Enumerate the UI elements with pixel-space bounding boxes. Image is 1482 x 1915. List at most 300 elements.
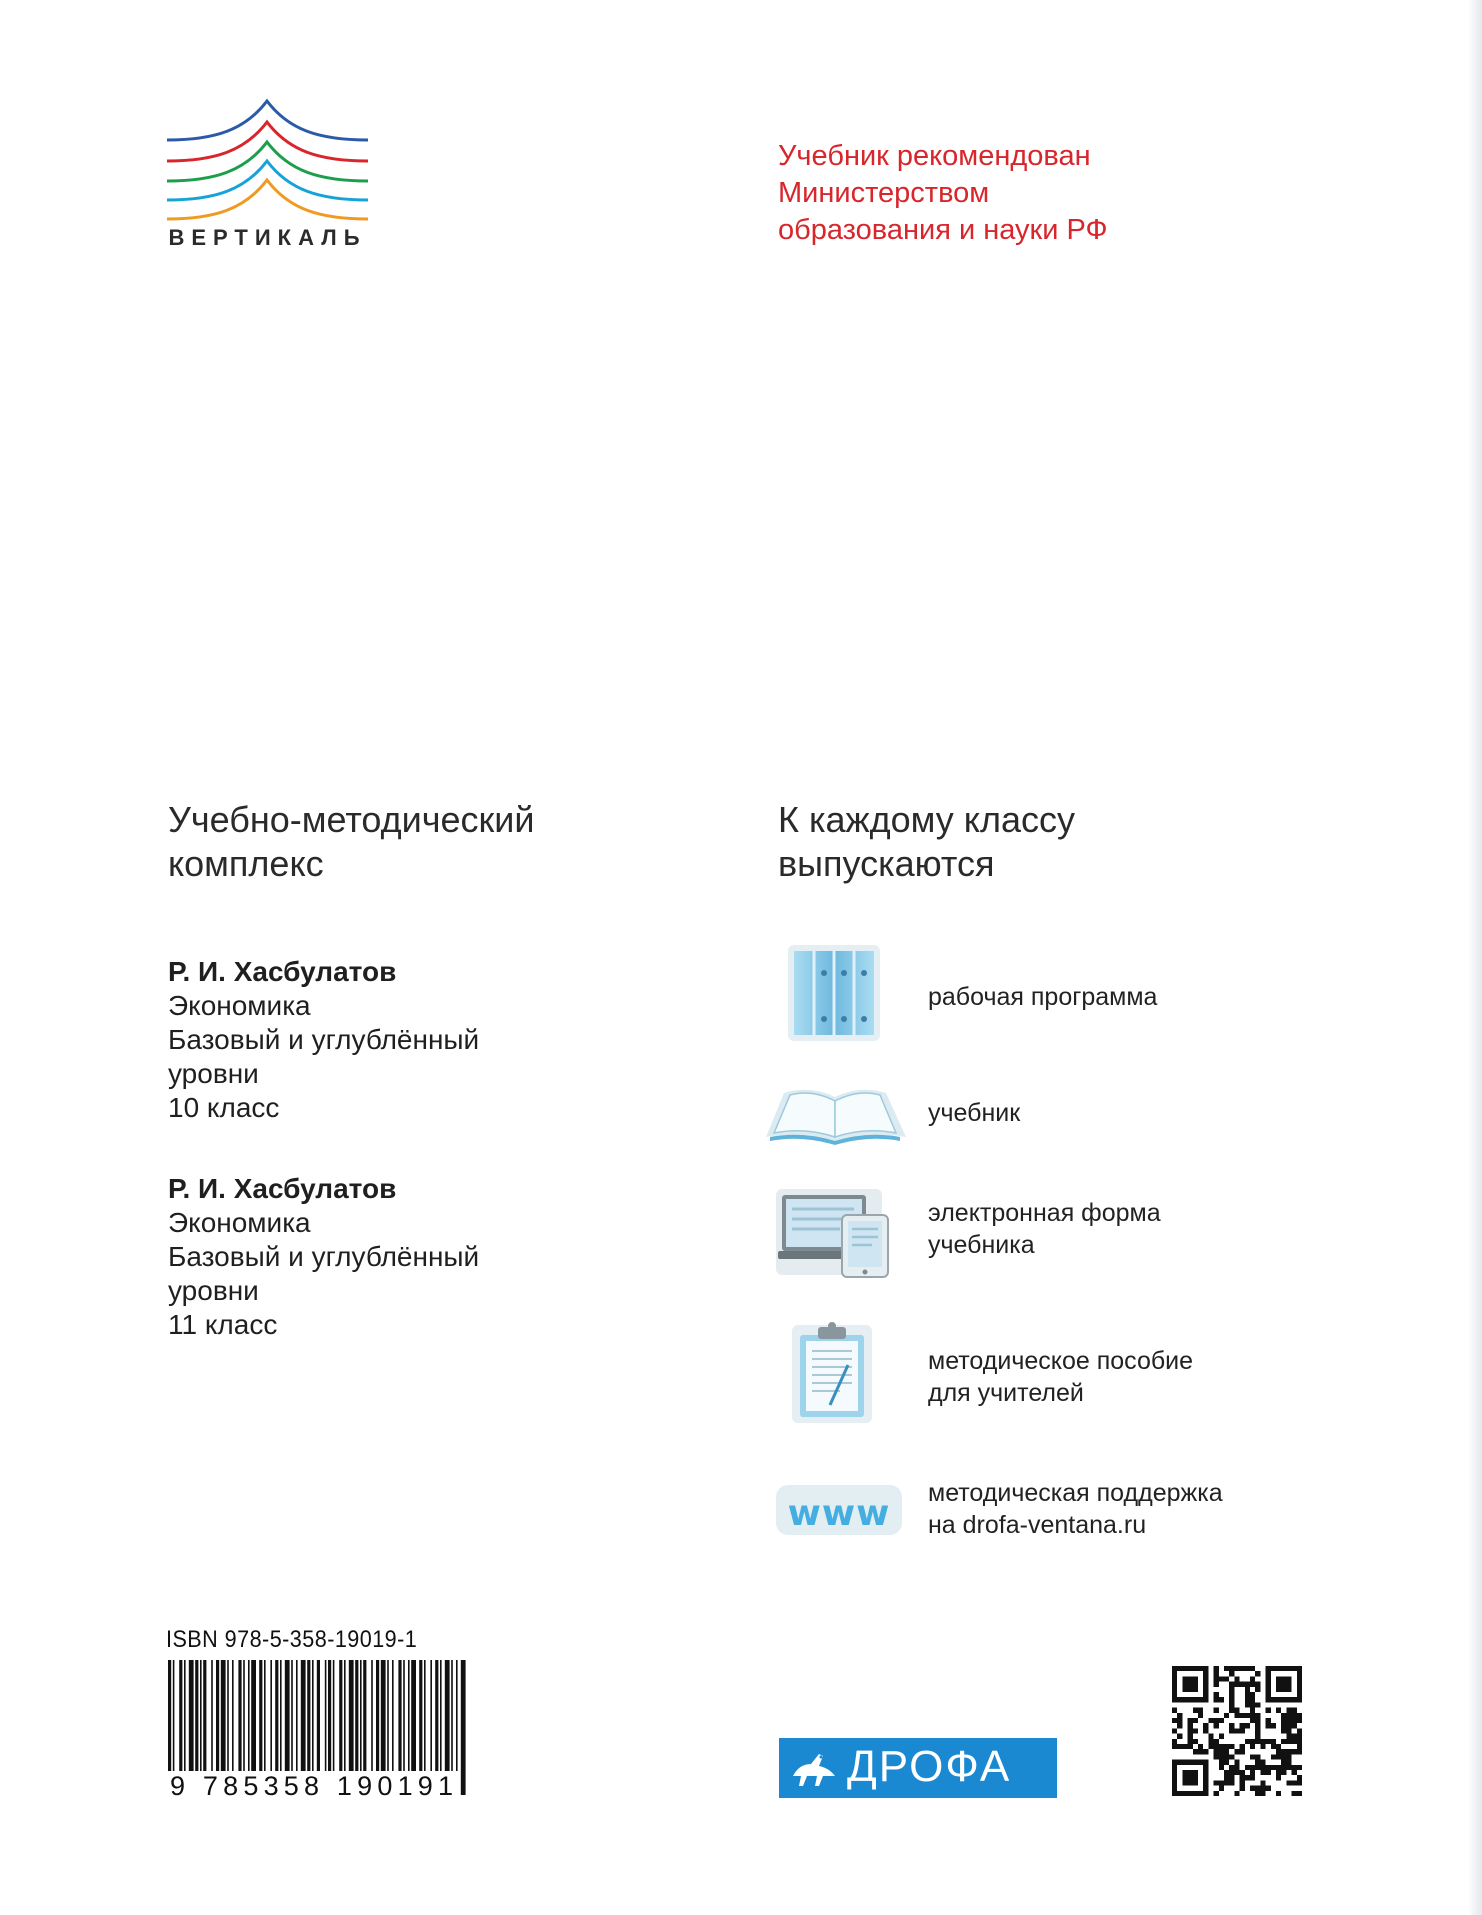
qr-module (1208, 1718, 1213, 1723)
svg-text:www: www (787, 1493, 891, 1534)
heading-line: комплекс (168, 843, 324, 884)
page-edge-shade (1468, 0, 1482, 1915)
recommendation-line: Учебник рекомендован (778, 140, 1091, 172)
barcode-bar (461, 1660, 466, 1795)
qr-module (1240, 1786, 1245, 1791)
qr-module (1286, 1734, 1291, 1739)
qr-module (1297, 1718, 1302, 1723)
qr-module (1245, 1723, 1250, 1728)
qr-module (1224, 1780, 1229, 1785)
qr-module (1281, 1728, 1286, 1733)
qr-module (1292, 1734, 1297, 1739)
qr-module (1255, 1728, 1260, 1733)
barcode-bar (408, 1660, 410, 1778)
qr-module (1240, 1749, 1245, 1754)
qr-module (1214, 1791, 1219, 1796)
qr-module (1281, 1713, 1286, 1718)
qr-module (1292, 1791, 1297, 1796)
barcode-bar (248, 1660, 250, 1778)
qr-module (1297, 1765, 1302, 1770)
qr-module (1240, 1775, 1245, 1780)
qr-module (1281, 1770, 1286, 1775)
qr-module (1219, 1780, 1224, 1785)
qr-module (1198, 1749, 1203, 1754)
qr-module (1224, 1760, 1229, 1765)
qr-module (1281, 1760, 1286, 1765)
qr-module (1255, 1718, 1260, 1723)
barcode-bar (179, 1660, 182, 1778)
qr-module (1172, 1744, 1177, 1749)
qr-module (1234, 1676, 1239, 1681)
qr-module (1276, 1749, 1281, 1754)
qr-module (1281, 1739, 1286, 1744)
qr-module (1208, 1734, 1213, 1739)
qr-module (1271, 1765, 1276, 1770)
item-label-line: для учителей (928, 1379, 1084, 1407)
qr-module (1292, 1749, 1297, 1754)
qr-module (1234, 1749, 1239, 1754)
qr-module (1214, 1723, 1219, 1728)
qr-module (1286, 1708, 1291, 1713)
barcode-bar (307, 1660, 310, 1778)
qr-module (1250, 1713, 1255, 1718)
qr-module (1229, 1708, 1234, 1713)
barcode-bar (232, 1660, 234, 1778)
qr-module (1286, 1713, 1291, 1718)
qr-module (1240, 1744, 1245, 1749)
qr-module (1240, 1723, 1245, 1728)
qr-module (1297, 1734, 1302, 1739)
qr-module (1250, 1697, 1255, 1702)
qr-module (1177, 1713, 1182, 1718)
qr-module (1198, 1744, 1203, 1749)
qr-module (1286, 1749, 1291, 1754)
qr-module (1193, 1718, 1198, 1723)
qr-module (1234, 1770, 1239, 1775)
qr-module (1172, 1739, 1177, 1744)
barcode-bar (184, 1660, 186, 1778)
book-grade: 10 класс (168, 1092, 280, 1123)
qr-module (1292, 1708, 1297, 1713)
barcode-bar (291, 1660, 293, 1778)
qr-module (1219, 1697, 1224, 1702)
qr-module (1214, 1671, 1219, 1676)
qr-module (1203, 1723, 1208, 1728)
item-label-line: электронная форма (928, 1199, 1161, 1227)
qr-module (1193, 1728, 1198, 1733)
logo-text: ВЕРТИКАЛЬ (168, 225, 367, 250)
qr-module (1229, 1702, 1234, 1707)
drofa-logo-text: ДРОФА (847, 1742, 1012, 1791)
qr-module (1276, 1775, 1281, 1780)
qr-module (1297, 1780, 1302, 1785)
vertikal-logo (165, 95, 370, 255)
qr-module (1266, 1786, 1271, 1791)
qr-module (1250, 1718, 1255, 1723)
qr-module (1250, 1666, 1255, 1671)
qr-module (1188, 1739, 1193, 1744)
barcode-bar (280, 1660, 282, 1778)
qr-module (1177, 1734, 1182, 1739)
qr-module (1203, 1749, 1208, 1754)
qr-module (1219, 1786, 1224, 1791)
qr-module (1255, 1713, 1260, 1718)
qr-module (1255, 1754, 1260, 1759)
barcode-bar (430, 1660, 432, 1778)
qr-module (1286, 1765, 1291, 1770)
qr-module (1266, 1770, 1271, 1775)
qr-module (1219, 1676, 1224, 1681)
qr-module (1297, 1739, 1302, 1744)
qr-module (1229, 1723, 1234, 1728)
qr-module (1286, 1754, 1291, 1759)
heading-line: выпускаются (778, 843, 995, 884)
qr-module (1286, 1739, 1291, 1744)
published-heading (778, 798, 1075, 886)
barcode-bar (456, 1660, 458, 1778)
item-teacher-guide (760, 1317, 1320, 1427)
isbn-label: ISBN 978-5-358-19019-1 (166, 1626, 418, 1653)
barcode-bar (270, 1660, 272, 1778)
qr-module (1292, 1770, 1297, 1775)
qr-module (1229, 1775, 1234, 1780)
book-grade: 11 класс (168, 1309, 278, 1340)
qr-module (1250, 1754, 1255, 1759)
qr-module (1214, 1692, 1219, 1697)
qr-module (1255, 1723, 1260, 1728)
qr-module (1286, 1760, 1291, 1765)
www-icon (760, 1477, 910, 1587)
barcode-bar (403, 1660, 405, 1778)
qr-module (1214, 1708, 1219, 1713)
qr-module (1224, 1775, 1229, 1780)
barcode-bar (363, 1660, 366, 1778)
qr-module (1219, 1718, 1224, 1723)
qr-module (1229, 1754, 1234, 1759)
qr-module (1224, 1713, 1229, 1718)
item-label (928, 1345, 1193, 1409)
qr-module (1260, 1786, 1265, 1791)
recommendation-line: образования и науки РФ (778, 214, 1108, 246)
barcode-bar (221, 1660, 226, 1778)
barcode-bar (200, 1660, 202, 1778)
item-label (928, 1097, 1020, 1129)
qr-module (1214, 1780, 1219, 1785)
qr-module (1266, 1723, 1271, 1728)
qr-module (1292, 1718, 1297, 1723)
barcode-bar (344, 1660, 346, 1778)
barcode-bar (275, 1660, 278, 1778)
qr-module (1276, 1791, 1281, 1796)
ministry-recommendation (778, 138, 1218, 249)
qr-module (1214, 1718, 1219, 1723)
qr-module (1271, 1739, 1276, 1744)
qr-module (1188, 1718, 1193, 1723)
drofa-bird-icon (789, 1746, 843, 1790)
qr-module (1240, 1770, 1245, 1775)
qr-module (1234, 1713, 1239, 1718)
qr-module (1281, 1718, 1286, 1723)
qr-module (1260, 1780, 1265, 1785)
qr-module (1281, 1754, 1286, 1759)
qr-module (1188, 1734, 1193, 1739)
qr-module (1255, 1760, 1260, 1765)
item-work-program (760, 943, 1320, 1053)
barcode-bar (243, 1660, 245, 1778)
qr-module (1229, 1692, 1234, 1697)
binder-icon (760, 943, 910, 1053)
qr-module (1240, 1728, 1245, 1733)
qr-module (1260, 1791, 1265, 1796)
barcode-bar (227, 1660, 229, 1778)
qr-module (1240, 1682, 1245, 1687)
qr-module (1224, 1744, 1229, 1749)
book-author: Р. И. Хасбулатов (168, 956, 397, 987)
qr-module (1245, 1775, 1250, 1780)
heading-line: К каждому классу (778, 799, 1075, 840)
qr-module (1276, 1744, 1281, 1749)
barcode-bar (251, 1660, 256, 1778)
qr-module (1224, 1754, 1229, 1759)
qr-module (1276, 1765, 1281, 1770)
qr-module (1208, 1744, 1213, 1749)
book-entry-10 (168, 955, 588, 1125)
qr-module (1214, 1749, 1219, 1754)
qr-module (1255, 1702, 1260, 1707)
item-label-line: методическое пособие (928, 1347, 1194, 1375)
qr-module (1255, 1687, 1260, 1692)
barcode-bar (328, 1660, 331, 1778)
qr-module (1229, 1770, 1234, 1775)
qr-module (1245, 1765, 1250, 1770)
book-entry-11 (168, 1172, 588, 1342)
qr-module (1188, 1744, 1193, 1749)
qr-module (1219, 1749, 1224, 1754)
barcode-bar (355, 1660, 358, 1778)
item-label (928, 1477, 1223, 1541)
qr-module (1255, 1682, 1260, 1687)
qr-module (1172, 1708, 1177, 1713)
qr-module (1219, 1744, 1224, 1749)
qr-module (1214, 1754, 1219, 1759)
qr-module (1255, 1765, 1260, 1770)
qr-module (1234, 1760, 1239, 1765)
drofa-logo (779, 1738, 1057, 1798)
qr-module (1229, 1728, 1234, 1733)
qr-module (1250, 1708, 1255, 1713)
qr-module (1292, 1713, 1297, 1718)
qr-module (1276, 1754, 1281, 1759)
qr-module (1229, 1780, 1234, 1785)
qr-module (1177, 1718, 1182, 1723)
devices-icon (760, 1183, 910, 1293)
qr-module (1286, 1728, 1291, 1733)
qr-module (1245, 1687, 1250, 1692)
qr-module (1224, 1770, 1229, 1775)
qr-module (1234, 1708, 1239, 1713)
book-level: Базовый и углублённый (168, 1241, 480, 1272)
barcode-bar (387, 1660, 389, 1778)
qr-module (1255, 1791, 1260, 1796)
qr-module (1292, 1765, 1297, 1770)
qr-module (1266, 1708, 1271, 1713)
heading-line: Учебно-методический (168, 799, 535, 840)
barcode-digits: 9 785358 190191 (170, 1771, 459, 1801)
barcode-bar (451, 1660, 453, 1778)
barcode-bar (411, 1660, 416, 1778)
qr-module (1260, 1760, 1265, 1765)
recommendation-line: Министерством (778, 177, 990, 209)
item-label-line: методическая поддержка (928, 1479, 1223, 1507)
qr-module (1250, 1786, 1255, 1791)
qr-module (1182, 1676, 1198, 1692)
qr-module (1245, 1692, 1250, 1697)
qr-module (1297, 1775, 1302, 1780)
qr-module (1214, 1744, 1219, 1749)
qr-module (1286, 1780, 1291, 1785)
qr-module (1214, 1739, 1219, 1744)
barcode-bar (339, 1660, 342, 1778)
qr-module (1198, 1713, 1203, 1718)
qr-module (1193, 1749, 1198, 1754)
barcode-bar (435, 1660, 438, 1778)
item-label-line: на drofa-ventana.ru (928, 1511, 1147, 1539)
qr-module (1260, 1770, 1265, 1775)
qr-module (1245, 1682, 1250, 1687)
qr-module (1214, 1682, 1219, 1687)
qr-module (1250, 1676, 1255, 1681)
barcode-bar (360, 1660, 362, 1778)
qr-module (1245, 1666, 1250, 1671)
qr-module (1281, 1723, 1286, 1728)
qr-module (1229, 1687, 1234, 1692)
item-electronic-form (760, 1183, 1320, 1293)
qr-module (1255, 1786, 1260, 1791)
barcode-bar (189, 1660, 194, 1778)
barcode-bar (238, 1660, 241, 1778)
qr-module (1224, 1749, 1229, 1754)
barcode-bar (398, 1660, 401, 1778)
item-label (928, 981, 1157, 1013)
qr-module (1297, 1713, 1302, 1718)
qr-module (1229, 1744, 1234, 1749)
qr-module (1188, 1723, 1193, 1728)
item-textbook (760, 1075, 1320, 1185)
barcode-bar (371, 1660, 373, 1778)
qr-module (1214, 1697, 1219, 1702)
barcode-bar (419, 1660, 422, 1778)
qr-module (1240, 1780, 1245, 1785)
qr-module (1297, 1791, 1302, 1796)
qr-module (1292, 1723, 1297, 1728)
qr-module (1297, 1744, 1302, 1749)
barcode-bar (259, 1660, 262, 1778)
barcode-bar (376, 1660, 379, 1778)
barcode-bar (333, 1660, 335, 1778)
qr-module (1224, 1666, 1229, 1671)
qr-module (1219, 1765, 1224, 1770)
qr-module (1208, 1739, 1213, 1744)
item-label-line: учебника (928, 1231, 1035, 1259)
qr-module (1240, 1713, 1245, 1718)
qr-module (1182, 1744, 1187, 1749)
qr-module (1260, 1744, 1265, 1749)
qr-module (1292, 1739, 1297, 1744)
barcode-bar (445, 1660, 450, 1778)
barcode-bar (325, 1660, 327, 1778)
clipboard-icon (760, 1317, 910, 1427)
barcode-bar (211, 1660, 213, 1778)
qr-module (1229, 1682, 1234, 1687)
qr-module (1286, 1723, 1291, 1728)
qr-module (1250, 1775, 1255, 1780)
qr-module (1172, 1718, 1177, 1723)
qr-module (1229, 1666, 1234, 1671)
qr-module (1188, 1728, 1193, 1733)
barcode-bar (285, 1660, 290, 1778)
qr-module (1297, 1728, 1302, 1733)
qr-module (1245, 1702, 1250, 1707)
qr-module (1276, 1708, 1281, 1713)
qr-module (1229, 1765, 1234, 1770)
qr-module (1271, 1723, 1276, 1728)
qr-module (1234, 1791, 1239, 1796)
qr-module (1292, 1780, 1297, 1785)
qr-module (1234, 1666, 1239, 1671)
open-book-icon (760, 1075, 910, 1185)
book-title: Экономика (168, 1207, 311, 1238)
qr-module (1245, 1697, 1250, 1702)
qr-module (1219, 1760, 1224, 1765)
qr-module (1281, 1749, 1286, 1754)
qr-module (1245, 1739, 1250, 1744)
item-methodical-support (760, 1477, 1320, 1587)
barcode-bar (264, 1660, 266, 1778)
vertikal-logo-waves-icon (165, 95, 370, 225)
qr-module (1255, 1734, 1260, 1739)
qr-module (1224, 1676, 1229, 1681)
item-label (928, 1197, 1161, 1261)
qr-module (1250, 1770, 1255, 1775)
barcode-bar (301, 1660, 306, 1778)
qr-module (1250, 1739, 1255, 1744)
barcode-bar (195, 1660, 198, 1778)
book-level: Базовый и углублённый (168, 1024, 480, 1055)
barcode-bar (424, 1660, 426, 1778)
qr-module (1214, 1666, 1219, 1671)
item-label-line: учебник (928, 1099, 1021, 1127)
qr-module (1234, 1728, 1239, 1733)
item-label-line: рабочая программа (928, 983, 1158, 1011)
qr-module (1250, 1765, 1255, 1770)
qr-module (1271, 1754, 1276, 1759)
qr-module (1193, 1708, 1198, 1713)
barcode-bar (381, 1660, 386, 1778)
book-level-cont: уровни (168, 1058, 259, 1089)
book-level-cont: уровни (168, 1275, 259, 1306)
qr-module (1286, 1718, 1291, 1723)
qr-module (1250, 1744, 1255, 1749)
qr-module (1297, 1749, 1302, 1754)
qr-module (1250, 1692, 1255, 1697)
qr-module (1240, 1666, 1245, 1671)
qr-code-icon (1172, 1666, 1302, 1796)
qr-module (1193, 1739, 1198, 1744)
qr-module (1281, 1765, 1286, 1770)
qr-module (1255, 1739, 1260, 1744)
qr-module (1266, 1739, 1271, 1744)
qr-module (1182, 1770, 1198, 1786)
